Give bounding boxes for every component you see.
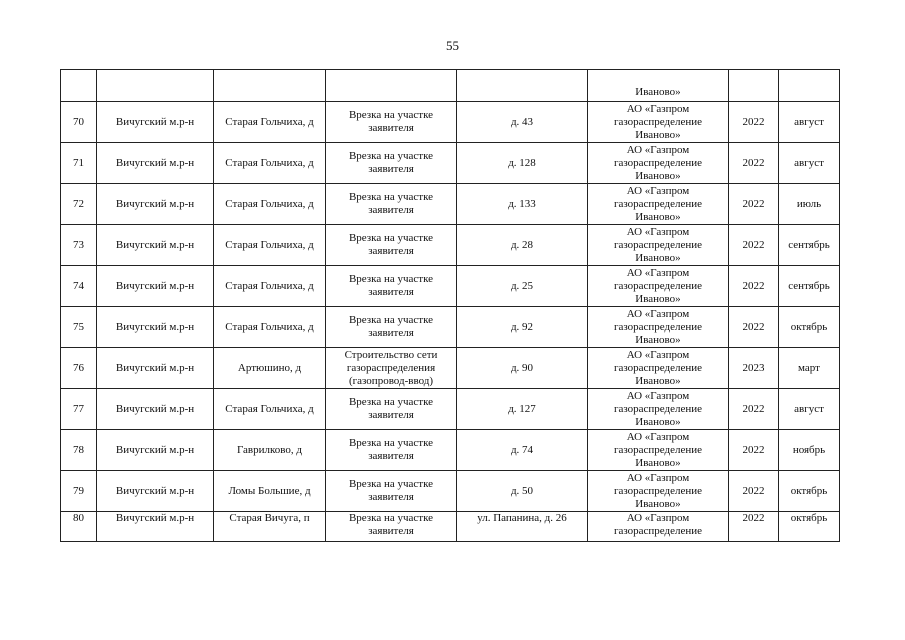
table-row (61, 389, 840, 430)
cell-index: 70 (61, 102, 97, 143)
cell-district: Вичугский м.р-н (97, 430, 214, 471)
cell-year: 2023 (729, 348, 779, 389)
cell-settlement (214, 70, 326, 102)
cell-year: 2022 (729, 307, 779, 348)
cell-settlement: Старая Гольчиха, д (214, 225, 326, 266)
cell-work-type (326, 70, 457, 102)
cell-month: март (779, 348, 840, 389)
cell-organization: АО «Газпром газораспределение Иваново» (588, 348, 729, 389)
cell-district: Вичугский м.р-н (97, 307, 214, 348)
cell-settlement: Старая Гольчиха, д (214, 143, 326, 184)
cell-organization: АО «Газпром газораспределение Иваново» (588, 307, 729, 348)
table-row (61, 143, 840, 184)
cell-district: Вичугский м.р-н (97, 512, 214, 542)
cell-organization: АО «Газпром газораспределение Иваново» (588, 389, 729, 430)
continuation-row (61, 70, 840, 102)
table-row (61, 430, 840, 471)
cell-work-type: Врезка на участке заявителя (326, 225, 457, 266)
cell-year: 2022 (729, 102, 779, 143)
cell-month: сентябрь (779, 266, 840, 307)
cell-address: д. 133 (457, 184, 588, 225)
cell-index: 73 (61, 225, 97, 266)
cell-work-type: Врезка на участке заявителя (326, 430, 457, 471)
cell-year: 2022 (729, 184, 779, 225)
cell-settlement: Гаврилково, д (214, 430, 326, 471)
cell-organization: АО «Газпром газораспределение (588, 512, 729, 542)
cell-address: д. 25 (457, 266, 588, 307)
cell-address: д. 128 (457, 143, 588, 184)
cell-index: 80 (61, 512, 97, 542)
cell-district (97, 70, 214, 102)
cell-work-type: Врезка на участке заявителя (326, 471, 457, 512)
cell-work-type: Строительство сети газораспределения (газопровод-ввод) (326, 348, 457, 389)
table-row (61, 471, 840, 512)
cell-organization: АО «Газпром газораспределение Иваново» (588, 143, 729, 184)
table-row (61, 102, 840, 143)
cell-month: август (779, 102, 840, 143)
cell-district: Вичугский м.р-н (97, 471, 214, 512)
cell-year: 2022 (729, 430, 779, 471)
cell-work-type: Врезка на участке заявителя (326, 307, 457, 348)
cell-index: 74 (61, 266, 97, 307)
cell-organization: Иваново» (588, 70, 729, 102)
cell-index: 79 (61, 471, 97, 512)
cell-address: д. 127 (457, 389, 588, 430)
cell-address: д. 50 (457, 471, 588, 512)
cell-work-type: Врезка на участке заявителя (326, 389, 457, 430)
cell-settlement: Старая Гольчиха, д (214, 184, 326, 225)
cell-index: 71 (61, 143, 97, 184)
cell-month: август (779, 389, 840, 430)
cell-settlement: Старая Вичуга, п (214, 512, 326, 542)
cell-index: 78 (61, 430, 97, 471)
cell-address: д. 43 (457, 102, 588, 143)
table-row (61, 348, 840, 389)
cell-month (779, 70, 840, 102)
register-table (60, 69, 840, 542)
cell-work-type: Врезка на участке заявителя (326, 266, 457, 307)
cell-year: 2022 (729, 225, 779, 266)
cell-work-type: Врезка на участке заявителя (326, 102, 457, 143)
cell-month: октябрь (779, 471, 840, 512)
cell-district: Вичугский м.р-н (97, 102, 214, 143)
cell-organization: АО «Газпром газораспределение Иваново» (588, 225, 729, 266)
cell-district: Вичугский м.р-н (97, 184, 214, 225)
cell-year: 2022 (729, 266, 779, 307)
cell-work-type: Врезка на участке заявителя (326, 512, 457, 542)
cell-month: июль (779, 184, 840, 225)
cell-month: октябрь (779, 512, 840, 542)
cell-address: д. 74 (457, 430, 588, 471)
cell-address (457, 70, 588, 102)
table-row (61, 307, 840, 348)
cell-address: д. 90 (457, 348, 588, 389)
cell-organization: АО «Газпром газораспределение Иваново» (588, 266, 729, 307)
cell-year: 2022 (729, 512, 779, 542)
table-row (61, 512, 840, 542)
cell-month: октябрь (779, 307, 840, 348)
cell-settlement: Старая Гольчиха, д (214, 307, 326, 348)
cell-address: д. 28 (457, 225, 588, 266)
cell-settlement: Артюшино, д (214, 348, 326, 389)
cell-settlement: Ломы Большие, д (214, 471, 326, 512)
cell-month: август (779, 143, 840, 184)
cell-month: сентябрь (779, 225, 840, 266)
cell-district: Вичугский м.р-н (97, 389, 214, 430)
cell-work-type: Врезка на участке заявителя (326, 143, 457, 184)
cell-district: Вичугский м.р-н (97, 143, 214, 184)
cell-month: ноябрь (779, 430, 840, 471)
cell-index (61, 70, 97, 102)
table-row (61, 266, 840, 307)
cell-year: 2022 (729, 143, 779, 184)
cell-organization: АО «Газпром газораспределение Иваново» (588, 471, 729, 512)
cell-district: Вичугский м.р-н (97, 266, 214, 307)
table-row (61, 184, 840, 225)
cell-settlement: Старая Гольчиха, д (214, 266, 326, 307)
table-row (61, 225, 840, 266)
cell-index: 72 (61, 184, 97, 225)
cell-settlement: Старая Гольчиха, д (214, 389, 326, 430)
cell-index: 76 (61, 348, 97, 389)
cell-year: 2022 (729, 389, 779, 430)
cell-settlement: Старая Гольчиха, д (214, 102, 326, 143)
cell-year (729, 70, 779, 102)
cell-year: 2022 (729, 471, 779, 512)
cell-index: 75 (61, 307, 97, 348)
page-number: 55 (446, 38, 459, 53)
cell-organization: АО «Газпром газораспределение Иваново» (588, 102, 729, 143)
cell-district: Вичугский м.р-н (97, 225, 214, 266)
cell-organization: АО «Газпром газораспределение Иваново» (588, 430, 729, 471)
cell-index: 77 (61, 389, 97, 430)
cell-organization: АО «Газпром газораспределение Иваново» (588, 184, 729, 225)
cell-address: ул. Папанина, д. 26 (457, 512, 588, 542)
cell-address: д. 92 (457, 307, 588, 348)
cell-district: Вичугский м.р-н (97, 348, 214, 389)
cell-work-type: Врезка на участке заявителя (326, 184, 457, 225)
